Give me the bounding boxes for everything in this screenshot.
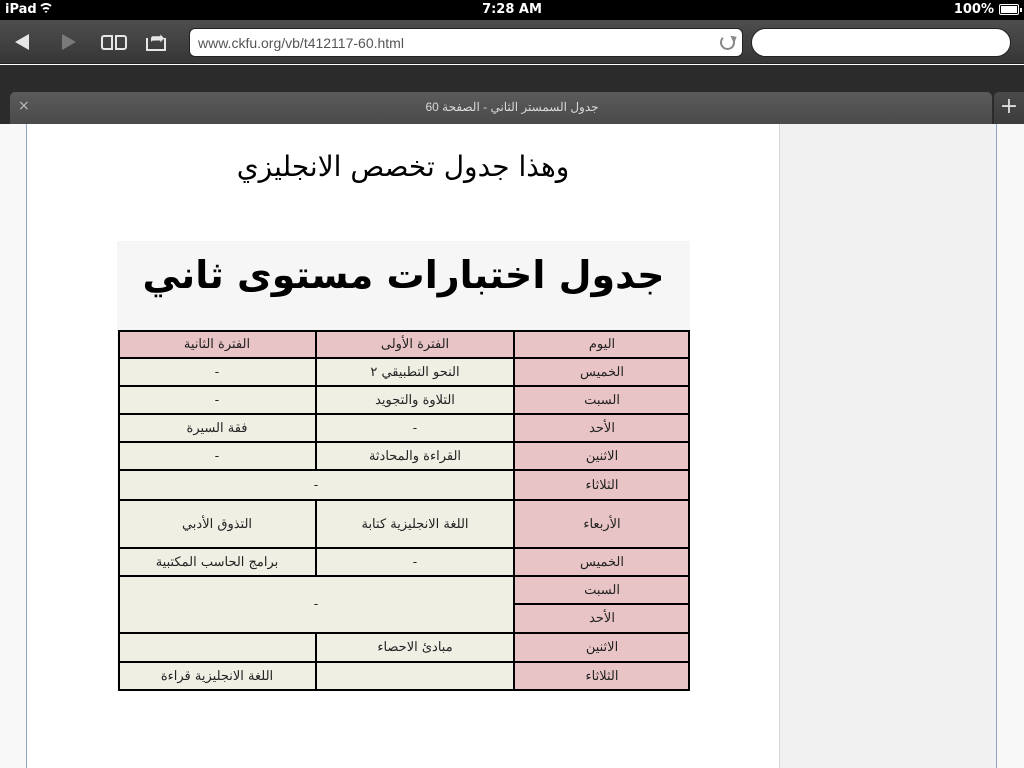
day-cell: الاثنين [514, 442, 690, 470]
forward-icon [62, 34, 76, 50]
first-period-cell: القراءة والمحادثة [316, 442, 514, 470]
first-period-cell: التلاوة والتجويد [316, 386, 514, 414]
device-name: iPad [5, 2, 37, 17]
clock: 7:28 AM [482, 2, 542, 17]
forward-button[interactable] [50, 26, 86, 58]
merged-period-cell: - [118, 470, 514, 500]
day-cell: الخميس [514, 358, 690, 386]
search-input[interactable] [751, 28, 1011, 57]
merged-period-cell: - [118, 576, 514, 633]
battery-percentage: 100% [953, 2, 994, 17]
share-button[interactable]: ➦ [140, 26, 176, 58]
back-icon [15, 34, 29, 50]
first-period-cell [316, 662, 514, 691]
day-cell: الأحد [514, 604, 690, 633]
header-day: اليوم [514, 330, 690, 358]
second-period-cell: برامج الحاسب المكتبية [118, 548, 316, 576]
back-button[interactable] [6, 26, 42, 58]
second-period-cell [118, 633, 316, 662]
schedule-title: جدول اختبارات مستوى ثاني [142, 253, 665, 297]
schedule-image [117, 241, 690, 691]
second-period-cell: اللغة الانجليزية قراءة [118, 662, 316, 691]
day-cell: الخميس [514, 548, 690, 576]
first-period-cell: اللغة الانجليزية كتابة [316, 500, 514, 548]
day-cell: الثلاثاء [514, 470, 690, 500]
battery-icon [999, 4, 1019, 15]
web-content[interactable] [0, 124, 1024, 768]
second-period-cell: - [118, 358, 316, 386]
tab-title: جدول السمستر الثاني - الصفحة 60 [425, 100, 599, 114]
side-margin [780, 124, 997, 768]
day-cell: الأربعاء [514, 500, 690, 548]
url-text: www.ckfu.org/vb/t412117-60.html [198, 35, 404, 51]
schedule-table [118, 330, 690, 691]
day-cell: الاثنين [514, 633, 690, 662]
day-cell: السبت [514, 386, 690, 414]
tab-current[interactable] [10, 92, 992, 124]
browser-toolbar [0, 20, 1024, 64]
day-cell: الأحد [514, 414, 690, 442]
second-period-cell: - [118, 386, 316, 414]
second-period-cell: فقة السيرة [118, 414, 316, 442]
bookmarks-button[interactable] [96, 26, 132, 58]
post-title: وهذا جدول تخصص الانجليزي [236, 150, 570, 183]
first-period-cell: - [316, 414, 514, 442]
header-second-period: الفترة الثانية [118, 330, 316, 358]
status-bar [0, 0, 1024, 20]
reload-icon[interactable] [720, 35, 735, 50]
new-tab-button[interactable]: + [994, 92, 1024, 124]
address-bar[interactable] [189, 28, 743, 57]
first-period-cell: مبادئ الاحصاء [316, 633, 514, 662]
second-period-cell: - [118, 442, 316, 470]
second-period-cell: التذوق الأدبي [118, 500, 316, 548]
close-icon[interactable]: × [18, 98, 30, 114]
bookmarks-icon [101, 35, 127, 50]
day-cell: الثلاثاء [514, 662, 690, 691]
day-cell: السبت [514, 576, 690, 604]
tab-bar [0, 65, 1024, 124]
first-period-cell: - [316, 548, 514, 576]
first-period-cell: النحو التطبيقي ٢ [316, 358, 514, 386]
header-first-period: الفترة الأولى [316, 330, 514, 358]
